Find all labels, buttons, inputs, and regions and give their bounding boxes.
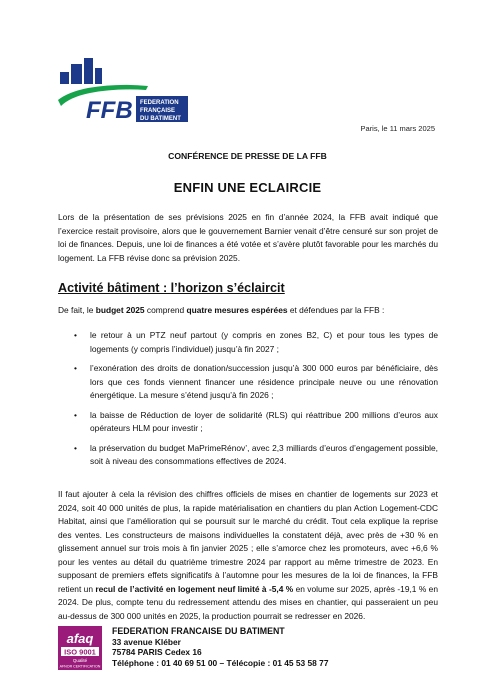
lead-bold-budget: budget 2025 bbox=[95, 305, 145, 315]
body-text-c: en volume sur 2025, après -19,1 % en 2024. De plus, compte tenu du redressement attendu des mises en chantier, qui passeraient un peu au-dessus de 300 000 unités en 2025, la production pourrait se redresser en 2026. bbox=[58, 583, 438, 621]
list-item bbox=[74, 329, 438, 356]
section-title: Activité bâtiment : l’horizon s’éclaircit bbox=[58, 281, 285, 295]
body-text-a: Il faut ajouter à cela la révision des chiffres officiels de mises en chantier de logements sur 2023 et 2024, soit 40 000 unités de plus, la rapide matérialisation en chantiers du plan Action Logement-CDC Habitat, ainsi que l’amélioration qui se poursuit sur le marché du crédit. Tout cela explique la reprise des ventes. Les constructeurs de maisons individuelles la constatent déjà, avec près de +30 % en glissement annuel sur trois mois à fin janvier 2025 ; elle s’amorce chez les promoteurs, avec +6,6 % pour les ventes au détail du quatrième trimestre 2024 par rapport au même trimestre de 2023. En supposant de premiers effets significatifs à l’automne pour les mesures de la loi de finances, la FFB retient un bbox=[58, 489, 438, 594]
logo-tagline-2: FRANÇAISE bbox=[140, 108, 176, 114]
footer-address-2: 75784 PARIS Cedex 16 bbox=[112, 647, 202, 658]
list-item bbox=[74, 362, 438, 403]
afaq-certification-logo bbox=[58, 626, 102, 670]
logo-tagline-1: FEDERATION bbox=[140, 100, 179, 106]
afaq-line1-text: Qualité bbox=[72, 658, 88, 663]
lead-text-a: De fait, le bbox=[58, 305, 96, 315]
logo-ffb-text: FFB bbox=[86, 97, 133, 124]
bullet-icon: • bbox=[74, 363, 77, 373]
list-item-text: le retour à un PTZ neuf partout (y compris en zones B2, C) et pour tous les types de logements (y compris l’individuel) jusqu’à fin 2027 ; bbox=[90, 330, 438, 354]
bullet-icon: • bbox=[74, 409, 77, 420]
lead-paragraph bbox=[58, 304, 438, 318]
bullet-icon: • bbox=[74, 330, 77, 340]
page-title: ENFIN UNE ECLAIRCIE bbox=[173, 180, 322, 195]
lead-text-e: et défendues par la FFB : bbox=[287, 305, 385, 315]
lead-bold-measures: quatre mesures espérées bbox=[186, 305, 288, 315]
footer-contact bbox=[112, 626, 328, 668]
footer-phone: Téléphone : 01 40 69 51 00 – Télécopie : 01 45 53 58 77 bbox=[112, 657, 329, 668]
logo-tagline-3: DU BATIMENT bbox=[140, 116, 181, 122]
date-line: Paris, le 11 mars 2025 bbox=[360, 124, 435, 133]
measures-list bbox=[74, 329, 438, 475]
ffb-logo bbox=[58, 58, 188, 130]
intro-paragraph: Lors de la présentation de ses prévisions 2025 en fin d’année 2024, la FFB avait indiqué que l’exercice restait provisoire, alors que le gouvernement Barnier venait d’être censuré sur son projet de loi de finances. Depuis, une loi de finances a été votée et s’avère plutôt favorable pour les marchés du logement. La FFB révise donc sa prévision 2025. bbox=[58, 212, 438, 263]
afaq-standard-text: ISO 9001 bbox=[64, 647, 96, 657]
list-item-text: la baisse de Réduction de loyer de solidarité (RLS) qui réattribue 200 millions d’euros aux opérateurs HLM pour investir ; bbox=[90, 409, 438, 433]
footer-org-name: FEDERATION FRANCAISE DU BATIMENT bbox=[112, 626, 285, 636]
body-paragraph bbox=[58, 488, 438, 623]
list-item bbox=[74, 442, 438, 469]
footer-address-1: 33 avenue Kléber bbox=[112, 636, 181, 647]
ffb-logo-mark bbox=[58, 58, 188, 130]
afaq-logo-icon bbox=[58, 626, 102, 670]
body-bold-forecast: recul de l’activité en logement neuf limité à -5,4 % bbox=[95, 583, 294, 594]
list-item-text: l’exonération des droits de donation/succession jusqu’à 300 000 euros par bénéficiaire, dès lors que ces fonds viennent financer une résidence principale neuve ou une rénovation énergétique. La mesure s’étend jusqu’à fin 2026 ; bbox=[90, 363, 438, 400]
list-item bbox=[74, 409, 438, 436]
bullet-icon: • bbox=[74, 442, 77, 453]
lead-text-c: comprend bbox=[144, 305, 187, 315]
conference-heading: CONFÉRENCE DE PRESSE DE LA FFB bbox=[168, 151, 327, 161]
list-item-text: la préservation du budget MaPrimeRénov’, avec 2,3 milliards d’euros d’engagement possible, soit à niveau des consommations effectives de 2024. bbox=[90, 442, 438, 466]
afaq-brand-text: afaq bbox=[66, 631, 94, 646]
afaq-line2-text: AFNOR CERTIFICATION bbox=[59, 664, 101, 669]
